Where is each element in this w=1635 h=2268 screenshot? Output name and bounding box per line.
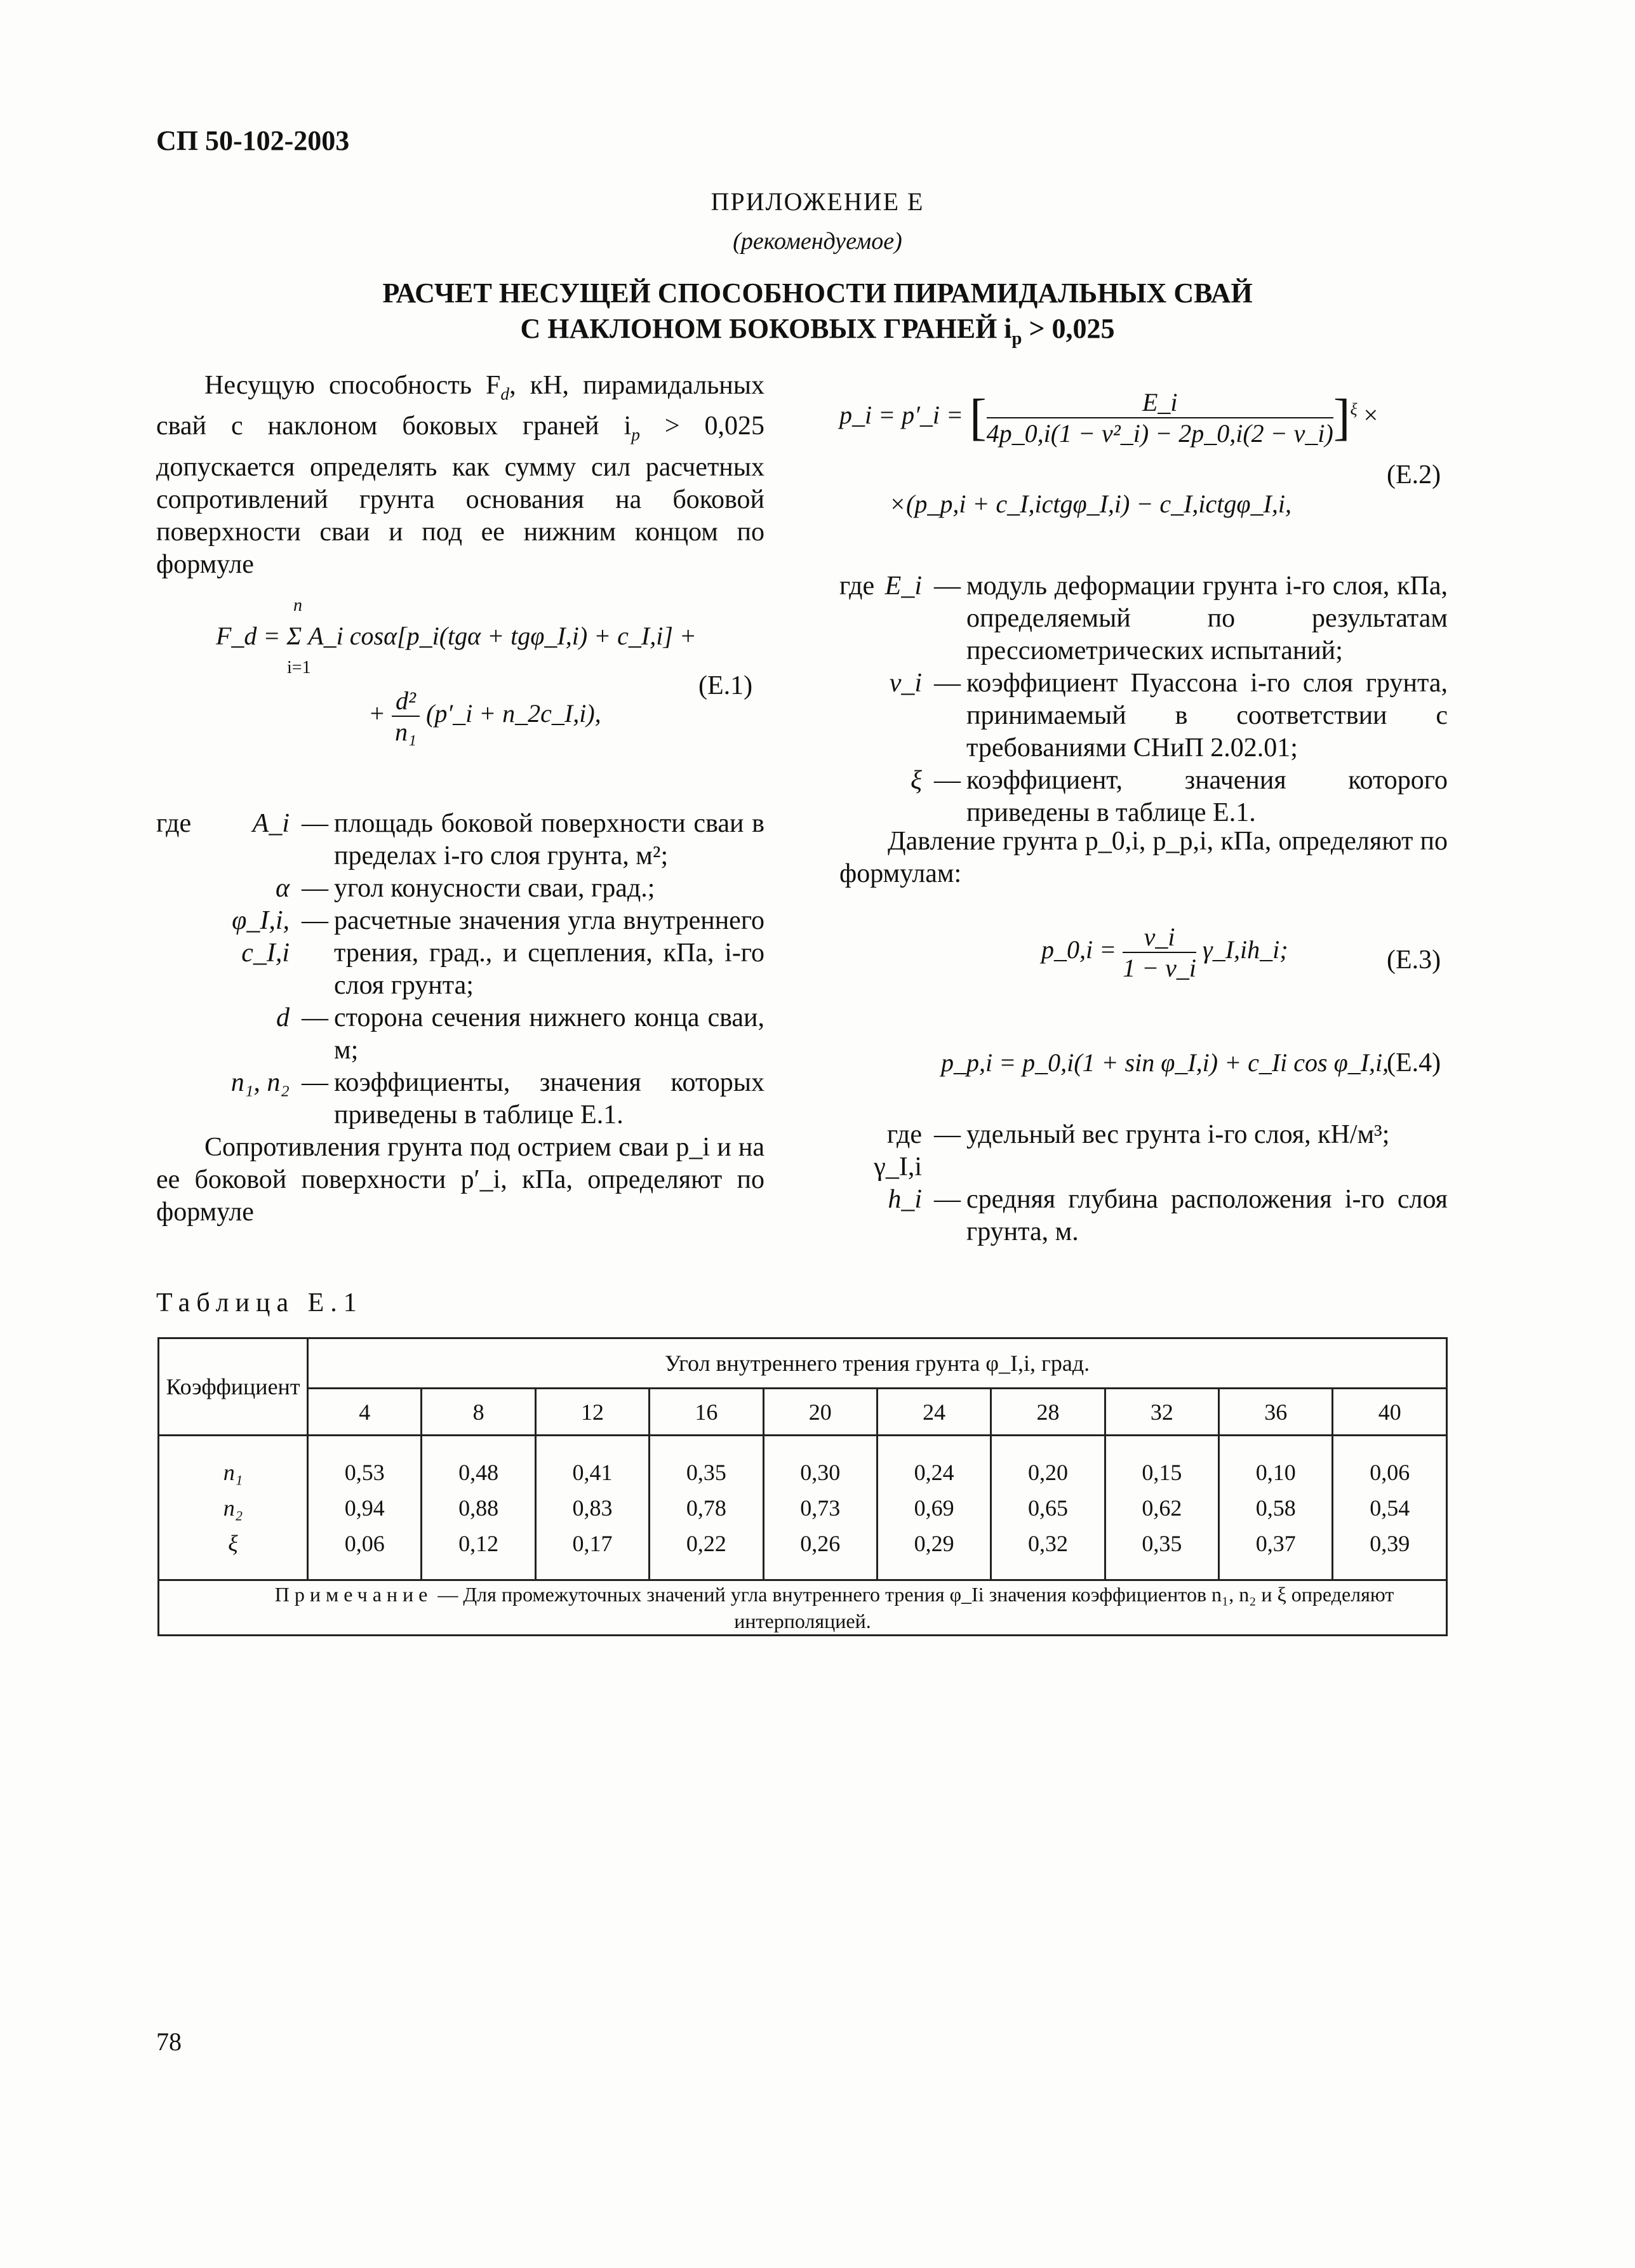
coefficients-table (157, 1337, 1448, 1636)
angle-header: 20 (763, 1389, 877, 1436)
sum-upper-limit: n (293, 596, 302, 615)
title-line-2: С НАКЛОНОМ БОКОВЫХ ГРАНЕЙ $i_p > 0,025$ (520, 313, 1115, 349)
eq2-power: ξ (1350, 399, 1358, 418)
group-header: Угол внутреннего трения грунта φ_I,i, град. (308, 1338, 1447, 1389)
angle-header: 16 (650, 1389, 763, 1436)
appendix-title (0, 276, 1635, 357)
pressure-paragraph: Давление грунта p_0,i, p_p,i, кПа, определяют по формулам: (839, 827, 1448, 888)
document-code: СП 50-102-2003 (156, 125, 350, 156)
definition-row: φ_I,i, c_I,i — расчетные значения угла внутреннего трения, град., и сцепления, кПа, i-го слоя грунта; (232, 906, 764, 1000)
angle-header: 36 (1219, 1389, 1333, 1436)
eq1-fraction: $\frac{\text{d²}}{\text{n₁}}$ (392, 686, 420, 747)
table-cell-group: 0,35 0,78 0,22 (650, 1436, 763, 1580)
where-label: где (839, 571, 875, 601)
values-block (159, 1436, 1447, 1580)
table-note: Примечание — Для промежуточных значений угла внутреннего трения φ_Ii значения коэффициентов n₁, n₂ и ξ определяют интерполяцией. (159, 1580, 1447, 1636)
definition-row: E_i — модуль деформации грунта i-го слоя, кПа, определяемый по результатам прессиометрических испытаний; (884, 571, 1448, 665)
equation-e3-number: (Е.3) (1387, 945, 1441, 975)
equation-e2-line2: ×(p_p,i + c_I,ictgφ_I,i) − c_I,ictgφ_I,i, (889, 490, 1291, 518)
row-names: n₁ n₂ ξ (159, 1436, 308, 1580)
appendix-status: (рекомендуемое) (733, 228, 902, 255)
sum-lower-limit: i=1 (287, 658, 311, 677)
definition-row: ξ — коэффициент, значения которого приведены в таблице Е.1. (911, 766, 1448, 827)
definition-row: где γ_I,i — удельный вес грунта i-го слоя, кН/м³; (874, 1120, 1390, 1182)
angle-header: 28 (991, 1389, 1105, 1436)
angle-header: 12 (535, 1389, 649, 1436)
definition-row: α — угол конусности сваи, град.; (275, 874, 655, 903)
table-cell-group: 0,10 0,58 0,37 (1219, 1436, 1333, 1580)
right-definitions-2 (839, 1119, 1448, 1248)
appendix-label: ПРИЛОЖЕНИЕ Е (711, 187, 924, 216)
where-label: где (156, 809, 192, 838)
eq3-fraction: $\frac{\nu\_i}{1 - \nu\_i}$ (1123, 923, 1196, 982)
left-definitions (156, 808, 764, 1131)
definition-row: h_i — средняя глубина расположения i-го слоя грунта, м. (888, 1185, 1448, 1246)
table-cell-group: 0,15 0,62 0,35 (1105, 1436, 1218, 1580)
angle-header: 32 (1105, 1389, 1218, 1436)
angle-header: 8 (422, 1389, 535, 1436)
angle-header: 24 (877, 1389, 991, 1436)
angle-header: 40 (1333, 1389, 1447, 1436)
angles-row (159, 1389, 1447, 1436)
table-cell-group: 0,20 0,65 0,32 (991, 1436, 1105, 1580)
table-caption: Таблица Е.1 (156, 1288, 363, 1317)
resistance-paragraph: Сопротивления грунта под острием сваи p_i и на ее боковой поверхности p′_i, кПа, определяют по формуле (156, 1133, 764, 1227)
equation-e1-number: (Е.1) (698, 671, 753, 700)
equation-e4-number: (Е.4) (1387, 1048, 1441, 1077)
title-line-1: РАСЧЕТ НЕСУЩЕЙ СПОСОБНОСТИ ПИРАМИДАЛЬНЫХ СВАЙ (382, 277, 1253, 309)
table-cell-group: 0,06 0,54 0,39 (1333, 1436, 1447, 1580)
definition-row: A_i — площадь боковой поверхности сваи в пределах i-го слоя грунта, м²; (252, 809, 764, 871)
table-header-row (159, 1338, 1447, 1389)
equation-e1-line2: + $\frac{\text{d²}}{\text{n₁}}$ (p′_i + n_2c_I,i), (368, 686, 601, 746)
right-definitions (839, 570, 1448, 829)
definition-row: n₁, n₂ — коэффициенты, значения которых приведены в таблице Е.1. (230, 1068, 764, 1130)
table-cell-group: 0,53 0,94 0,06 (308, 1436, 422, 1580)
equation-e2-line1: p_i = p′_i = [ $\frac{E\_i}{\text{4p\_0,i(1 − ν²\_i) − 2p\_0,i(2 − ν\_i)}}$ ]$^\xi$ × (839, 388, 1378, 448)
table-cell-group: 0,24 0,69 0,29 (877, 1436, 991, 1580)
table-cell-group: 0,48 0,88 0,12 (422, 1436, 535, 1580)
intro-paragraph: Несущую способность $F_d$, кН, пирамидальных свай с наклоном боковых граней $i_p > 0,025$ допускается определять как сумму сил расчетных сопротивлений грунта основания на боковой поверхности сваи и под ее нижним концом по формуле (156, 371, 765, 579)
equation-e4: p_p,i = p_0,i(1 + sin φ_I,i) + c_Ii cos φ_I,i, (941, 1048, 1389, 1077)
corner-header: Коэффициент (159, 1338, 308, 1436)
equation-e3: p_0,i = $\frac{\nu\_i}{1 - \nu\_i}$ γ_I,ih_i; (1041, 923, 1288, 982)
definition-row: d — сторона сечения нижнего конца сваи, м; (276, 1003, 764, 1065)
page-number: 78 (156, 2027, 182, 2056)
equation-e2-number: (Е.2) (1387, 460, 1441, 490)
angle-header: 4 (308, 1389, 422, 1436)
equation-e1-line1: n F_d = Σ A_i cosα[p_i(tgα + tgφ_I,i) + c_I,i] + i=1 (216, 596, 697, 677)
table-cell-group: 0,30 0,73 0,26 (763, 1436, 877, 1580)
table-cell-group: 0,41 0,83 0,17 (535, 1436, 649, 1580)
eq2-fraction: $\frac{E\_i}{\text{4p\_0,i(1 − ν²\_i) − 2p\_0,i(2 − ν\_i)}}$ (986, 388, 1333, 448)
note-row (159, 1580, 1447, 1636)
definition-row: ν_i — коэффициент Пуассона i-го слоя грунта, принимаемый в соответствии с требованиями СНиП 2.02.01; (889, 669, 1448, 763)
